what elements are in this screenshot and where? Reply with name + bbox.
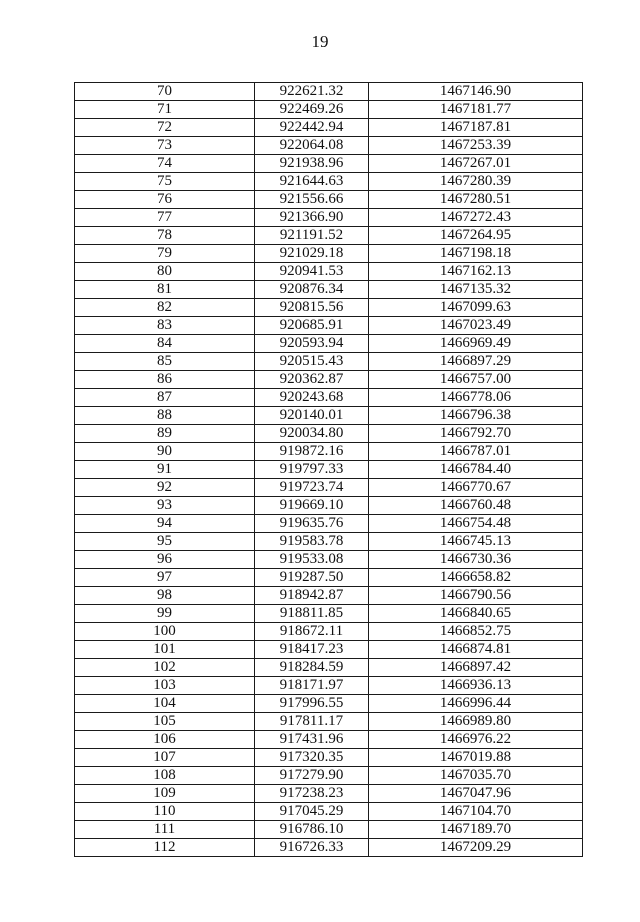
table-row [75,101,583,119]
point-number-cell: 81 [75,281,255,299]
y-coordinate-cell: 1466787.01 [369,443,583,461]
table-row [75,461,583,479]
x-coordinate-cell: 921938.96 [255,155,369,173]
x-coordinate-cell: 917811.17 [255,713,369,731]
x-coordinate-cell: 918811.85 [255,605,369,623]
y-coordinate-cell: 1466730.36 [369,551,583,569]
table-row [75,677,583,695]
x-coordinate-cell: 922469.26 [255,101,369,119]
point-number-cell: 100 [75,623,255,641]
point-number-cell: 102 [75,659,255,677]
table-row [75,191,583,209]
y-coordinate-cell: 1467189.70 [369,821,583,839]
y-coordinate-cell: 1466790.56 [369,587,583,605]
table-row [75,497,583,515]
table-row [75,623,583,641]
x-coordinate-cell: 920362.87 [255,371,369,389]
point-number-cell: 104 [75,695,255,713]
point-number-cell: 77 [75,209,255,227]
table-row [75,425,583,443]
point-number-cell: 103 [75,677,255,695]
table-row [75,155,583,173]
y-coordinate-cell: 1467267.01 [369,155,583,173]
y-coordinate-cell: 1466840.65 [369,605,583,623]
table-row [75,695,583,713]
y-coordinate-cell: 1467023.49 [369,317,583,335]
point-number-cell: 78 [75,227,255,245]
table-row [75,353,583,371]
y-coordinate-cell: 1466784.40 [369,461,583,479]
point-number-cell: 95 [75,533,255,551]
x-coordinate-cell: 917431.96 [255,731,369,749]
x-coordinate-cell: 921556.66 [255,191,369,209]
table-row [75,785,583,803]
table-row [75,389,583,407]
point-number-cell: 106 [75,731,255,749]
y-coordinate-cell: 1467264.95 [369,227,583,245]
y-coordinate-cell: 1466770.67 [369,479,583,497]
point-number-cell: 84 [75,335,255,353]
y-coordinate-cell: 1466976.22 [369,731,583,749]
table-row [75,443,583,461]
x-coordinate-cell: 917996.55 [255,695,369,713]
x-coordinate-cell: 919669.10 [255,497,369,515]
point-number-cell: 110 [75,803,255,821]
y-coordinate-cell: 1466989.80 [369,713,583,731]
y-coordinate-cell: 1466760.48 [369,497,583,515]
table-row [75,731,583,749]
point-number-cell: 111 [75,821,255,839]
table-row [75,839,583,857]
y-coordinate-cell: 1466852.75 [369,623,583,641]
point-number-cell: 99 [75,605,255,623]
y-coordinate-cell: 1466796.38 [369,407,583,425]
table-row [75,515,583,533]
point-number-cell: 82 [75,299,255,317]
point-number-cell: 71 [75,101,255,119]
table-row [75,119,583,137]
table-row [75,587,583,605]
table-row [75,335,583,353]
x-coordinate-cell: 920593.94 [255,335,369,353]
x-coordinate-cell: 918171.97 [255,677,369,695]
x-coordinate-cell: 920876.34 [255,281,369,299]
table-row [75,83,583,101]
x-coordinate-cell: 921644.63 [255,173,369,191]
table-row [75,317,583,335]
y-coordinate-cell: 1467181.77 [369,101,583,119]
y-coordinate-cell: 1466757.00 [369,371,583,389]
x-coordinate-cell: 917320.35 [255,749,369,767]
x-coordinate-cell: 918417.23 [255,641,369,659]
point-number-cell: 70 [75,83,255,101]
x-coordinate-cell: 922621.32 [255,83,369,101]
x-coordinate-cell: 921191.52 [255,227,369,245]
x-coordinate-cell: 919583.78 [255,533,369,551]
y-coordinate-cell: 1467019.88 [369,749,583,767]
table-row [75,227,583,245]
table-row [75,173,583,191]
table-row [75,641,583,659]
coordinates-table-body [75,83,583,857]
x-coordinate-cell: 919635.76 [255,515,369,533]
table-row [75,479,583,497]
table-row [75,803,583,821]
x-coordinate-cell: 921366.90 [255,209,369,227]
x-coordinate-cell: 918284.59 [255,659,369,677]
y-coordinate-cell: 1467047.96 [369,785,583,803]
point-number-cell: 87 [75,389,255,407]
y-coordinate-cell: 1467209.29 [369,839,583,857]
y-coordinate-cell: 1466658.82 [369,569,583,587]
y-coordinate-cell: 1467198.18 [369,245,583,263]
x-coordinate-cell: 920034.80 [255,425,369,443]
table-row [75,821,583,839]
y-coordinate-cell: 1467253.39 [369,137,583,155]
x-coordinate-cell: 920685.91 [255,317,369,335]
point-number-cell: 107 [75,749,255,767]
table-row [75,533,583,551]
x-coordinate-cell: 921029.18 [255,245,369,263]
point-number-cell: 89 [75,425,255,443]
y-coordinate-cell: 1467104.70 [369,803,583,821]
y-coordinate-cell: 1467272.43 [369,209,583,227]
x-coordinate-cell: 920941.53 [255,263,369,281]
y-coordinate-cell: 1467280.51 [369,191,583,209]
x-coordinate-cell: 920243.68 [255,389,369,407]
x-coordinate-cell: 917045.29 [255,803,369,821]
table-row [75,371,583,389]
x-coordinate-cell: 918942.87 [255,587,369,605]
point-number-cell: 72 [75,119,255,137]
point-number-cell: 75 [75,173,255,191]
y-coordinate-cell: 1467162.13 [369,263,583,281]
x-coordinate-cell: 917238.23 [255,785,369,803]
y-coordinate-cell: 1466778.06 [369,389,583,407]
point-number-cell: 96 [75,551,255,569]
y-coordinate-cell: 1467187.81 [369,119,583,137]
table-row [75,569,583,587]
point-number-cell: 80 [75,263,255,281]
y-coordinate-cell: 1466996.44 [369,695,583,713]
x-coordinate-cell: 919723.74 [255,479,369,497]
table-row [75,407,583,425]
point-number-cell: 74 [75,155,255,173]
point-number-cell: 109 [75,785,255,803]
x-coordinate-cell: 919287.50 [255,569,369,587]
y-coordinate-cell: 1467135.32 [369,281,583,299]
point-number-cell: 90 [75,443,255,461]
point-number-cell: 88 [75,407,255,425]
table-row [75,749,583,767]
x-coordinate-cell: 916786.10 [255,821,369,839]
x-coordinate-cell: 917279.90 [255,767,369,785]
table-row [75,713,583,731]
table-row [75,605,583,623]
x-coordinate-cell: 916726.33 [255,839,369,857]
y-coordinate-cell: 1466969.49 [369,335,583,353]
table-row [75,299,583,317]
x-coordinate-cell: 919872.16 [255,443,369,461]
x-coordinate-cell: 920815.56 [255,299,369,317]
y-coordinate-cell: 1466792.70 [369,425,583,443]
point-number-cell: 105 [75,713,255,731]
y-coordinate-cell: 1466936.13 [369,677,583,695]
y-coordinate-cell: 1466754.48 [369,515,583,533]
y-coordinate-cell: 1467146.90 [369,83,583,101]
table-row [75,281,583,299]
point-number-cell: 101 [75,641,255,659]
point-number-cell: 86 [75,371,255,389]
x-coordinate-cell: 922064.08 [255,137,369,155]
point-number-cell: 94 [75,515,255,533]
y-coordinate-cell: 1466897.42 [369,659,583,677]
y-coordinate-cell: 1466874.81 [369,641,583,659]
x-coordinate-cell: 918672.11 [255,623,369,641]
point-number-cell: 98 [75,587,255,605]
y-coordinate-cell: 1467099.63 [369,299,583,317]
point-number-cell: 108 [75,767,255,785]
page-number: 19 [311,32,329,51]
y-coordinate-cell: 1467035.70 [369,767,583,785]
y-coordinate-cell: 1466745.13 [369,533,583,551]
x-coordinate-cell: 919797.33 [255,461,369,479]
table-row [75,767,583,785]
table-row [75,551,583,569]
point-number-cell: 91 [75,461,255,479]
table-row [75,137,583,155]
table-row [75,659,583,677]
point-number-cell: 97 [75,569,255,587]
x-coordinate-cell: 920140.01 [255,407,369,425]
table-row [75,209,583,227]
x-coordinate-cell: 919533.08 [255,551,369,569]
point-number-cell: 73 [75,137,255,155]
point-number-cell: 79 [75,245,255,263]
table-row [75,245,583,263]
y-coordinate-cell: 1467280.39 [369,173,583,191]
point-number-cell: 92 [75,479,255,497]
point-number-cell: 76 [75,191,255,209]
y-coordinate-cell: 1466897.29 [369,353,583,371]
point-number-cell: 112 [75,839,255,857]
x-coordinate-cell: 922442.94 [255,119,369,137]
x-coordinate-cell: 920515.43 [255,353,369,371]
point-number-cell: 85 [75,353,255,371]
table-row [75,263,583,281]
point-number-cell: 83 [75,317,255,335]
coordinates-table [74,82,583,857]
point-number-cell: 93 [75,497,255,515]
